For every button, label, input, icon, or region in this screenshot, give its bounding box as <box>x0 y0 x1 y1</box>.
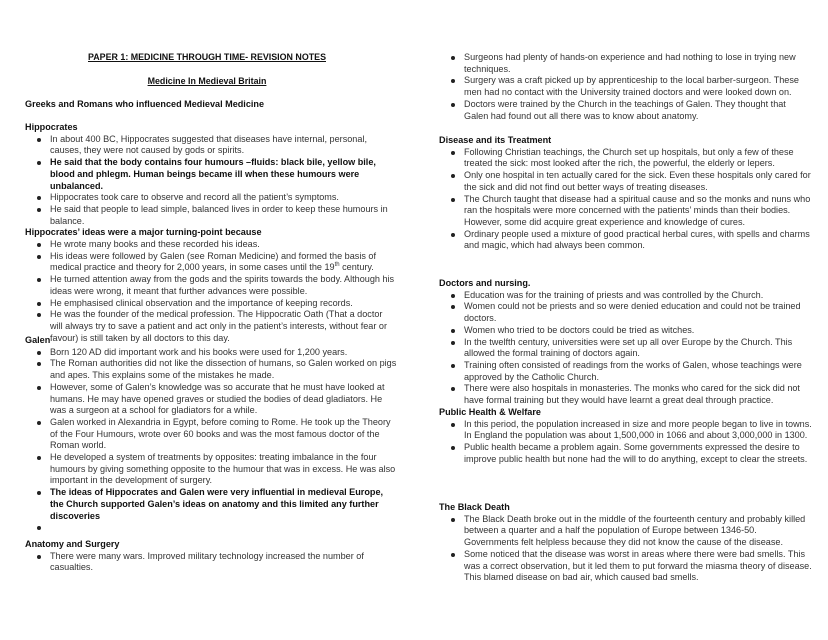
list-item: He turned attention away from the gods and the spirits towards the body. Although his ideas were wrong, it meant that further advances were possible. <box>25 274 397 297</box>
list-item: There were also hospitals in monasteries. The monks who cared for the sick did not have formal training but they would have learnt a great deal through practice. <box>439 383 812 406</box>
list-item: In this period, the population increased in size and more people began to live in towns. In England the population was about 1,500,000 in 1066 and about 3,000,000 in 1300. <box>439 419 812 442</box>
list-item: Only one hospital in ten actually cared for the sick. Even these hospitals only cared for the sick and did not find out better ways of treating diseases. <box>439 170 812 193</box>
list-item: Ordinary people used a mixture of good practical herbal cures, with spells and charms and magic, which had always been common. <box>439 229 812 252</box>
section-heading: Anatomy and Surgery <box>25 539 120 549</box>
list-item <box>25 251 397 274</box>
list-item: Galen worked in Alexandria in Egypt, before coming to Rome. He took up the Theory of the Four Humours, wrote over 60 books and was the most famous doctor of the Roman world. <box>25 417 397 452</box>
section-heading: Hippocrates’ ideas were a major turning-point because <box>25 227 262 238</box>
document-subtitle: Medicine In Medieval Britain <box>147 76 267 86</box>
list-item: There were many wars. Improved military technology increased the number of casualties. <box>25 551 397 574</box>
section-heading: Galen <box>25 335 51 345</box>
section-heading: Public Health & Welfare <box>439 407 541 417</box>
list-item: Education was for the training of priests and was controlled by the Church. <box>439 290 812 302</box>
list-item: In about 400 BC, Hippocrates suggested that diseases have internal, personal, causes, they were not caused by gods or spirits. <box>25 134 397 157</box>
list-item-text: century. <box>339 262 374 273</box>
intro-heading: Greeks and Romans who influenced Medieval Medicine <box>25 99 265 109</box>
section-galen <box>25 335 397 534</box>
list-item: The Black Death broke out in the middle of the fourteenth century and probably killed between a quarter and a half the population of Europe between 1346-50. Governments felt helpless because they did not know the cause of the disease. <box>439 514 812 549</box>
list-item: Surgery was a craft picked up by apprenticeship to the local barber-surgeon. These men had no contact with the University trained doctors and were looked down on. <box>439 75 812 98</box>
section-anatomy <box>25 539 397 574</box>
list-item: Some noticed that the disease was worst in areas where there were bad smells. This was a correct observation, but it led them to put forward the miasma theory of disease. This blamed disease on bad air, which caused bad smells. <box>439 549 812 584</box>
section-public-health <box>439 407 812 466</box>
section-heading: Disease and its Treatment <box>439 135 552 145</box>
list-item-text: His ideas were followed by Galen (see Roman Medicine) and formed the basis of medical practice and theory for 2,000 years, in some cases until the 19 <box>50 250 377 273</box>
list-item: Women could not be priests and so were denied education and could not be trained doctors. <box>439 301 812 324</box>
list-item: The Church taught that disease had a spiritual cause and so the monks and nuns who ran the hospitals were more concerned with the patients’ minds than their bodies. However, some did acquire great experience and knowledge of cures. <box>439 194 812 229</box>
list-item: However, some of Galen’s knowledge was so accurate that he must have looked at humans. He may have opened graves or studied the bodies of dead gladiators. He was a surgeon at a school for gladiators for a while. <box>25 382 397 417</box>
section-disease <box>439 135 812 252</box>
list-item: Training often consisted of readings from the works of Galen, whose teachings were approved by the Catholic Church. <box>439 360 812 383</box>
list-item: The ideas of Hippocrates and Galen were very influential in medieval Europe, the Church supported Galen’s ideas on anatomy and this limited any further discoveries <box>25 487 397 522</box>
list-item: He was the founder of the medical profession. The Hippocratic Oath (That a doctor will always try to save a patient and act only in the patient’s interests, without fear or favour) is still taken by all doctors to this day. <box>25 309 397 344</box>
list-item: He wrote many books and these recorded his ideas. <box>25 239 397 251</box>
empty-list-item <box>25 522 397 534</box>
list-item: He said that people to lead simple, balanced lives in order to keep these humours in balance. <box>25 204 397 227</box>
section-anatomy-continued <box>439 52 812 122</box>
list-item: Women who tried to be doctors could be tried as witches. <box>439 325 812 337</box>
list-item: He said that the body contains four humours –fluids: black bile, yellow bile, blood and phlegm. Human beings became ill when these humours were unbalanced. <box>25 157 397 192</box>
list-item: He developed a system of treatments by opposites: treating imbalance in the four humours by giving something opposite to the humour that was in excess. He was also important in the development of surgery. <box>25 452 397 487</box>
section-heading: The Black Death <box>439 502 510 512</box>
section-black-death <box>439 502 812 584</box>
document-title: PAPER 1: MEDICINE THROUGH TIME- REVISION NOTES <box>88 52 326 62</box>
list-item: Doctors were trained by the Church in the teachings of Galen. They thought that Galen had found out all there was to know about anatomy. <box>439 99 812 122</box>
superscript: th <box>334 262 340 269</box>
section-hippocrates <box>25 122 397 344</box>
list-item: The Roman authorities did not like the dissection of humans, so Galen worked on pigs and apes. This explains some of the mistakes he made. <box>25 358 397 381</box>
section-heading: Doctors and nursing. <box>439 278 531 288</box>
list-item: In the twelfth century, universities were set up all over Europe by the Church. This allowed the formal training of doctors again. <box>439 337 812 360</box>
list-item: Public health became a problem again. Some governments expressed the desire to improve public health but none had the will to do anything, except to clear the streets. <box>439 442 812 465</box>
list-item: Following Christian teachings, the Church set up hospitals, but only a few of these treated the sick: most looked after the rich, the powerful, the elderly or lepers. <box>439 147 812 170</box>
list-item: Surgeons had plenty of hands-on experience and had nothing to lose in trying new techniques. <box>439 52 812 75</box>
list-item: Hippocrates took care to observe and record all the patient’s symptoms. <box>25 192 397 204</box>
list-item: Born 120 AD did important work and his books were used for 1,200 years. <box>25 347 397 359</box>
list-item: He emphasised clinical observation and the importance of keeping records. <box>25 298 397 310</box>
section-heading: Hippocrates <box>25 122 78 132</box>
section-doctors <box>439 278 812 407</box>
